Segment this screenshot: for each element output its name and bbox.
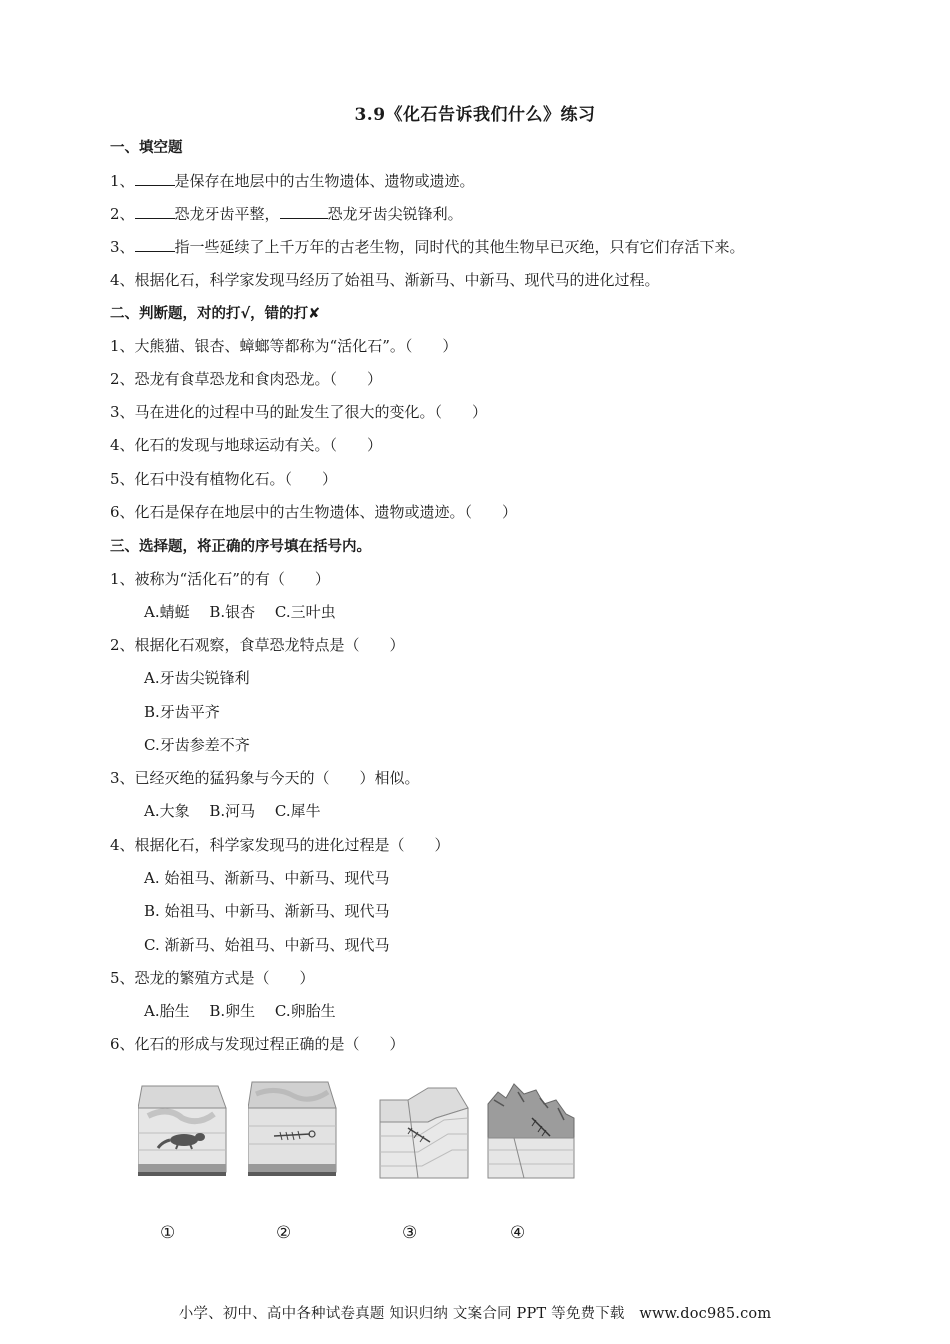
choice-question-6: 6、化石的形成与发现过程正确的是（ ） xyxy=(110,1035,405,1053)
figure-label-1: ① xyxy=(160,1223,176,1243)
answer-blank[interactable] xyxy=(280,204,328,219)
worksheet-title: 3.9《化石告诉我们什么》练习 xyxy=(354,105,596,125)
choice-option: C.牙齿参差不齐 xyxy=(144,736,250,754)
section-choice-heading: 三、选择题，将正确的序号填在括号内。 xyxy=(110,539,371,555)
choice-question-2: 2、根据化石观察，食草恐龙特点是（ ） xyxy=(110,636,405,654)
question-text: 恐龙牙齿平整， xyxy=(174,205,280,223)
fill-question-4: 4、根据化石，科学家发现马经历了始祖马、渐新马、中新马、现代马的进化过程。 xyxy=(110,271,660,289)
choice-option: C. 渐新马、始祖马、中新马、现代马 xyxy=(144,936,390,954)
answer-blank[interactable] xyxy=(135,237,175,252)
fossil-stage-4-image xyxy=(484,1078,584,1184)
choice-option: B. 始祖马、中新马、渐新马、现代马 xyxy=(144,902,390,920)
figure-label-3: ③ xyxy=(402,1223,418,1243)
question-number: 2、 xyxy=(110,205,135,223)
choice-options: A.大象 B.河马 C.犀牛 xyxy=(144,802,321,820)
choice-options: A.胎生 B.卵生 C.卵胎生 xyxy=(144,1002,336,1020)
judge-item: 4、化石的发现与地球运动有关。（ ） xyxy=(110,436,383,454)
fossil-formation-illustrations xyxy=(138,1078,598,1188)
section-fill-heading: 一、填空题 xyxy=(110,140,183,156)
question-number: 3、 xyxy=(110,238,135,256)
judge-item: 6、化石是保存在地层中的古生物遗体、遗物或遗迹。（ ） xyxy=(110,503,518,521)
fill-question-3 xyxy=(110,236,745,257)
choice-option: A. 始祖马、渐新马、中新马、现代马 xyxy=(144,869,390,887)
choice-options: A.蜻蜓 B.银杏 C.三叶虫 xyxy=(144,603,336,621)
fill-question-1 xyxy=(110,170,475,191)
choice-option: B.牙齿平齐 xyxy=(144,703,220,721)
judge-item: 1、大熊猫、银杏、蟑螂等都称为“活化石”。（ ） xyxy=(110,337,458,355)
choice-question-3: 3、已经灭绝的猛犸象与今天的（ ）相似。 xyxy=(110,769,420,787)
question-text: 指一些延续了上千万年的古老生物，同时代的其他生物早已灭绝，只有它们存活下来。 xyxy=(174,238,745,256)
figure-label-2: ② xyxy=(276,1223,292,1243)
choice-question-1: 1、被称为“活化石”的有（ ） xyxy=(110,570,330,588)
question-text: 恐龙牙齿尖锐锋利。 xyxy=(327,205,463,223)
question-text: 是保存在地层中的古生物遗体、遗物或遗迹。 xyxy=(174,172,475,190)
answer-blank[interactable] xyxy=(135,171,175,186)
judge-item: 5、化石中没有植物化石。（ ） xyxy=(110,470,338,488)
section-judge-heading: 二、判断题，对的打√，错的打✘ xyxy=(110,306,321,322)
page-footer: 小学、初中、高中各种试卷真题 知识归纳 文案合同 PPT 等免费下载 www.doc985.com xyxy=(178,1306,772,1322)
figure-label-4: ④ xyxy=(510,1223,526,1243)
choice-option: A.牙齿尖锐锋利 xyxy=(144,669,250,687)
choice-question-4: 4、根据化石，科学家发现马的进化过程是（ ） xyxy=(110,836,450,854)
choice-question-5: 5、恐龙的繁殖方式是（ ） xyxy=(110,969,315,987)
judge-item: 3、马在进化的过程中马的趾发生了很大的变化。（ ） xyxy=(110,403,488,421)
answer-blank[interactable] xyxy=(135,204,175,219)
question-number: 1、 xyxy=(110,172,135,190)
fossil-stage-2-image xyxy=(248,1078,338,1184)
judge-item: 2、恐龙有食草恐龙和食肉恐龙。（ ） xyxy=(110,370,383,388)
fossil-stage-3-image xyxy=(378,1078,470,1184)
fossil-stage-1-image xyxy=(138,1078,228,1184)
fill-question-2 xyxy=(110,203,463,224)
